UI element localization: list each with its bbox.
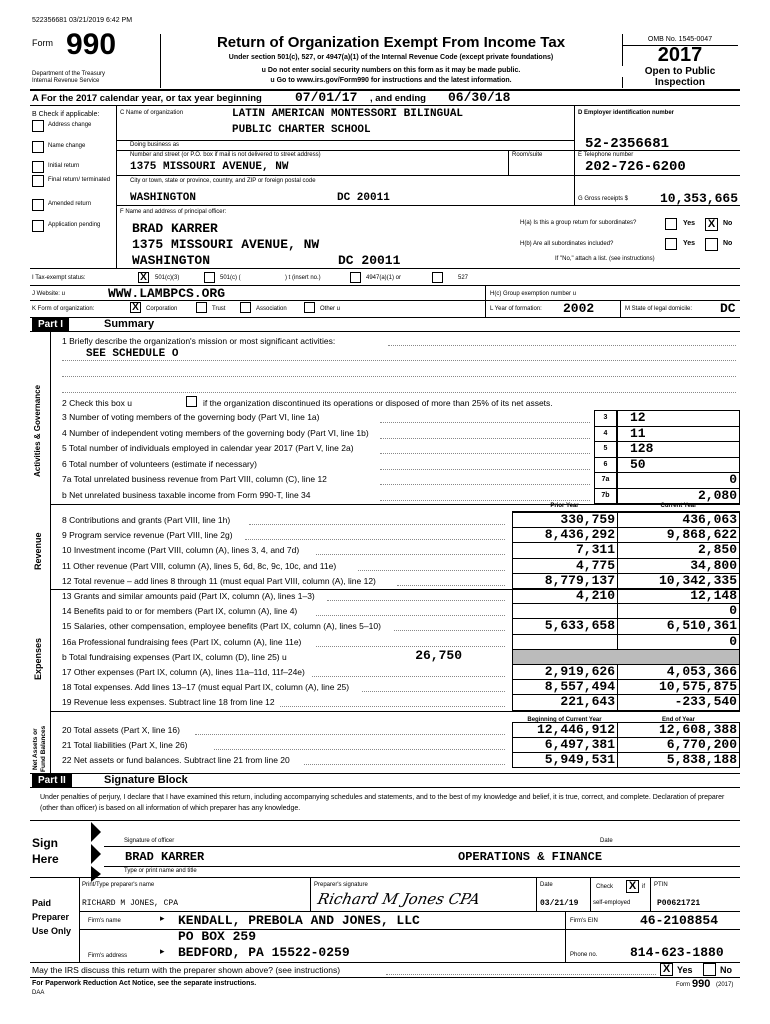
corporation-label: Corporation	[146, 306, 178, 312]
prior-year-value: 221,643	[560, 694, 615, 710]
year-formation: 2002	[563, 301, 595, 316]
side-fund-balances: Fund Balances	[40, 725, 47, 772]
officer-title: OPERATIONS & FINANCE	[458, 850, 603, 864]
current-year-value: 10,342,335	[658, 572, 737, 588]
section-b-item-3: Final return/ terminated	[48, 177, 111, 183]
leader-dots	[312, 676, 505, 677]
org-name-label: C Name of organization	[120, 110, 184, 116]
trust-checkbox[interactable]	[196, 302, 207, 313]
gov-line-label: 7a Total unrelated business revenue from Part VIII, column (C), line 12	[62, 474, 327, 484]
part2-tag: Part II	[32, 774, 72, 787]
year-formation-label: L Year of formation:	[490, 306, 542, 312]
501c-label: 501(c) (	[220, 275, 241, 281]
part1-title: Summary	[104, 318, 155, 330]
section-b-item-1: Name change	[48, 143, 86, 149]
irs-service: Internal Revenue Service	[32, 78, 100, 84]
prior-year-value: 4,210	[575, 588, 615, 603]
gov-line-number: 4	[603, 429, 608, 437]
street-label: Number and street (or P.O. box if mail is not delivered to street address)	[130, 152, 321, 158]
summary-line-label: 15 Salaries, other compensation, employee benefits (Part IX, column (A), lines 5–10)	[62, 621, 381, 632]
4947-label: 4947(a)(1) or	[366, 275, 402, 281]
leader-dots	[316, 615, 506, 616]
form-number: 990	[66, 28, 117, 61]
gov-line-value: 11	[630, 425, 646, 441]
preparer-name: RICHARD M JONES, CPA	[82, 899, 179, 908]
footer-form-word: Form	[676, 982, 690, 988]
prior-year-value: 5,949,531	[544, 752, 615, 767]
hb-yes-checkbox[interactable]	[665, 238, 677, 250]
phone-value: 202-726-6200	[585, 159, 686, 175]
officer-print-name: BRAD KARRER	[125, 850, 205, 864]
leader-dots	[316, 646, 506, 647]
ending-label: , and ending	[370, 93, 426, 104]
irs-link-note: u Go to www.irs.gov/Form990 for instructions and the latest information.	[270, 77, 512, 84]
state-domicile: DC	[720, 301, 736, 316]
other-checkbox[interactable]	[304, 302, 315, 313]
firm-address-arrow: ▸	[160, 946, 165, 956]
if-label: if	[642, 884, 645, 890]
inspection: Inspection	[654, 77, 705, 88]
current-year-value: 10,575,875	[658, 679, 737, 695]
current-year-value: 5,838,188	[666, 752, 737, 767]
leader-dots	[214, 749, 505, 750]
gov-line-number: 7b	[601, 491, 610, 499]
leader-dots	[195, 734, 505, 735]
hb-no-checkbox[interactable]	[705, 238, 718, 251]
leader-dots	[380, 469, 590, 470]
other-label: Other u	[320, 306, 341, 312]
daa-label: DAA	[32, 990, 45, 996]
type-name-title-label: Type or print name and title	[124, 868, 197, 874]
summary-line-label: 21 Total liabilities (Part X, line 26)	[62, 739, 188, 750]
prior-year-value: 5,633,658	[544, 618, 615, 634]
line2-label: 2 Check this box u	[62, 398, 132, 408]
ha-yes-checkbox[interactable]	[665, 218, 677, 230]
leader-dots	[358, 570, 505, 571]
discuss-question: May the IRS discuss this return with the preparer shown above? (see instructions)	[32, 965, 341, 975]
summary-line-label: 9 Program service revenue (Part VIII, line 2g)	[62, 530, 233, 541]
here-label: Here	[32, 852, 59, 866]
timestamp: 522356681 03/21/2019 6:42 PM	[32, 17, 133, 24]
section-b-checkbox-5[interactable]	[32, 220, 44, 232]
ptin-label: PTIN	[654, 882, 668, 888]
leader-dots	[316, 554, 506, 555]
hb-no-label: No	[723, 240, 733, 247]
prior-year-value: 330,759	[560, 512, 615, 527]
line2-checkbox[interactable]	[186, 396, 197, 407]
prior-year-value: 4,775	[575, 557, 615, 573]
firm-name: KENDALL, PREBOLA AND JONES, LLC	[178, 913, 420, 928]
leader-dots	[394, 630, 506, 631]
gov-line-number: 5	[603, 445, 608, 452]
prior-year-value: 7,311	[575, 542, 615, 558]
officer-state-zip: DC 20011	[338, 253, 401, 268]
city-label: City or town, state or province, country, and ZIP or foreign postal code	[130, 178, 316, 184]
firm-ein-label: Firm's EIN	[570, 918, 598, 924]
gov-line-value: 50	[630, 456, 646, 472]
section-b-checkbox-4[interactable]	[32, 199, 44, 211]
section-b-checkbox-0[interactable]	[32, 120, 44, 132]
gross-receipts: 10,353,665	[660, 191, 739, 206]
phone-no-label: Phone no.	[570, 952, 598, 958]
sign-date-label: Date	[600, 838, 613, 844]
gov-line-label: b Net unrelated business taxable income from Form 990-T, line 34	[62, 489, 311, 500]
summary-line-label: 19 Revenue less expenses. Subtract line 18 from line 12	[62, 697, 275, 708]
current-year-value: 4,053,366	[666, 664, 737, 679]
preparer-phone: 814-623-1880	[630, 945, 724, 960]
firm-address-label: Firm's address	[88, 953, 128, 959]
ha-no-checkbox[interactable]: X	[705, 218, 718, 231]
current-year-value: 0	[729, 603, 737, 619]
org-form-label: K Form of organization:	[32, 306, 95, 312]
summary-line-label: 14 Benefits paid to or for members (Part IX, column (A), line 4)	[62, 606, 298, 617]
current-year-value: 0	[729, 633, 737, 649]
summary-line-label: 20 Total assets (Part X, line 16)	[62, 724, 180, 735]
ha-label: H(a) Is this a group return for subordinates?	[520, 220, 637, 226]
gov-line-number: 6	[603, 460, 608, 468]
summary-line-label: 16a Professional fundraising fees (Part IX, column (A), line 11e)	[62, 636, 302, 647]
prior-year-value: 2,919,626	[544, 664, 615, 679]
officer-label: F Name and address of principal officer:	[120, 209, 227, 215]
association-label: Association	[256, 306, 287, 312]
leader-dots	[249, 524, 505, 525]
use-only-label: Use Only	[32, 926, 72, 936]
dept-treasury: Department of the Treasury	[32, 71, 106, 77]
sign-label: Sign	[32, 836, 58, 850]
state-domicile-label: M State of legal domicile:	[625, 306, 693, 312]
org-city: WASHINGTON	[130, 192, 197, 204]
firm-ein: 46-2108854	[640, 913, 719, 928]
section-b-item-0: Address change	[48, 122, 92, 128]
preparer-date: 03/21/19	[540, 899, 579, 908]
officer-street: 1375 MISSOURI AVENUE, NW	[132, 237, 320, 252]
ha-yes-label: Yes	[683, 220, 696, 227]
tax-year: 2017	[657, 44, 703, 66]
website-value[interactable]: WWW.LAMBPCS.ORG	[108, 286, 226, 301]
summary-line-label: 13 Grants and similar amounts paid (Part IX, column (A), lines 1–3)	[62, 591, 315, 601]
association-checkbox[interactable]	[240, 302, 251, 313]
part1-tag: Part I	[32, 318, 69, 331]
leader-dots	[362, 691, 505, 692]
ein-label: D Employer identification number	[578, 110, 675, 116]
current-year-value: 436,063	[682, 512, 737, 527]
gov-line-number: 7a	[601, 476, 610, 483]
line16b-value: 26,750	[415, 647, 462, 663]
line16b-label: b Total fundraising expenses (Part IX, column (D), line 25) u	[62, 651, 287, 662]
discuss-no-checkbox[interactable]	[703, 963, 716, 976]
officer-city: WASHINGTON	[132, 253, 211, 268]
section-b-item-5: Application pending	[48, 222, 101, 228]
self-employed-label: self-employed	[593, 900, 631, 906]
footer-form-number: 990	[692, 978, 711, 990]
trust-label: Trust	[212, 306, 226, 312]
leader-dots	[380, 484, 590, 485]
summary-line-label: 12 Total revenue – add lines 8 through 11 (must equal Part VIII, column (A), line 12)	[62, 575, 376, 586]
leader-dots	[280, 706, 505, 707]
dba-label: Doing business as	[130, 142, 180, 148]
officer-signature-label: Signature of officer	[124, 838, 175, 844]
prior-year-value: 8,557,494	[544, 679, 615, 695]
prior-year-value: 12,446,912	[536, 721, 615, 737]
leader-dots	[327, 600, 505, 601]
527-label: 527	[458, 275, 469, 281]
section-b-label: B Check if applicable:	[32, 111, 100, 118]
col-begin-year: Beginning of Current Year	[527, 717, 602, 723]
current-year-value: 6,510,361	[666, 618, 737, 634]
discuss-yes-label: Yes	[677, 965, 693, 975]
discuss-yes-checkbox[interactable]: X	[660, 963, 673, 976]
sign-here-arrows	[88, 822, 104, 882]
501c3-checkbox[interactable]: X	[138, 272, 149, 283]
current-year-value: 34,800	[690, 557, 737, 573]
insert-no-label: ) t (insert no.)	[285, 275, 321, 281]
tax-exempt-label: I Tax-exempt status:	[32, 275, 86, 281]
current-year-value: 9,868,622	[666, 527, 737, 543]
leader-dots	[380, 438, 590, 439]
side-expenses: Expenses	[33, 637, 43, 680]
line-a-label: A For the 2017 calendar year, or tax year beginning	[32, 93, 262, 104]
gov-line-value: 2,080	[697, 487, 737, 503]
col-current-year: Current Year	[660, 503, 697, 509]
org-name-line2: PUBLIC CHARTER SCHOOL	[232, 124, 371, 136]
501c-checkbox[interactable]	[204, 272, 215, 283]
hb-label: H(b) Are all subordinates included?	[520, 241, 614, 247]
side-activities-governance: Activities & Governance	[33, 384, 42, 477]
section-b-item-4: Amended return	[48, 201, 92, 207]
form-word: Form	[32, 38, 53, 48]
current-year-value: 6,770,200	[666, 736, 737, 752]
preparer-ptin: P00621721	[657, 899, 701, 908]
footer-form-year: (2017)	[716, 982, 734, 988]
prior-year-value: 8,779,137	[544, 572, 615, 588]
paperwork-notice: For Paperwork Reduction Act Notice, see the separate instructions.	[32, 980, 257, 987]
leader-dots	[380, 500, 590, 501]
org-name-line1: LATIN AMERICAN MONTESSORI BILINGUAL	[232, 108, 464, 120]
gov-line-number: 3	[603, 414, 608, 421]
ein-value: 52-2356681	[585, 136, 670, 152]
4947-checkbox[interactable]	[350, 272, 361, 283]
current-year-value: -233,540	[674, 694, 737, 710]
preparer-signature-label: Preparer's signature	[314, 882, 368, 888]
room-suite-label: Room/suite	[512, 152, 543, 158]
firm-name-label: Firm's name	[88, 918, 121, 924]
check-label: Check	[596, 884, 614, 890]
gov-line-label: 3 Number of voting members of the governing body (Part VI, line 1a)	[62, 412, 320, 422]
side-net-assets: Net Assets or	[32, 728, 39, 770]
gov-line-label: 6 Total number of volunteers (estimate if necessary)	[62, 458, 257, 469]
preparer-date-label: Date	[540, 882, 553, 888]
prior-year-value: 6,497,381	[544, 736, 615, 752]
form-subtitle: Under section 501(c), 527, or 4947(a)(1) of the Internal Revenue Code (except private foundations)	[228, 54, 554, 61]
org-street: 1375 MISSOURI AVENUE, NW	[130, 161, 289, 173]
phone-label: E Telephone number	[578, 152, 634, 158]
paid-label: Paid	[32, 898, 52, 908]
self-employed-checkbox[interactable]: X	[626, 880, 639, 893]
section-b-checkbox-3[interactable]	[32, 175, 44, 187]
mission-text: SEE SCHEDULE O	[86, 348, 179, 360]
corporation-checkbox[interactable]: X	[130, 302, 141, 313]
prior-year-cell	[512, 634, 618, 650]
summary-line-label: 8 Contributions and grants (Part VIII, line 1h)	[62, 515, 231, 525]
leader-dots	[380, 422, 590, 423]
current-year-value: 12,148	[690, 588, 737, 603]
discuss-no-label: No	[720, 965, 732, 975]
hb-yes-label: Yes	[683, 240, 696, 247]
summary-line-label: 10 Investment income (Part VIII, column (A), lines 3, 4, and 7d)	[62, 545, 300, 556]
527-checkbox[interactable]	[432, 272, 443, 283]
gov-line-value: 128	[630, 441, 654, 456]
form-title: Return of Organization Exempt From Income Tax	[216, 34, 566, 51]
open-public: Open to Public	[622, 66, 738, 77]
summary-line-label: 11 Other revenue (Part VIII, column (A), lines 5, 6d, 8c, 9c, 10c, and 11e)	[62, 560, 337, 571]
gov-line-label: 5 Total number of individuals employed in calendar year 2017 (Part V, line 2a)	[62, 443, 354, 453]
prior-year-value: 8,436,292	[544, 527, 615, 543]
line1-label: 1 Briefly describe the organization's mission or most significant activities:	[62, 336, 336, 346]
line2-text: if the organization discontinued its operations or disposed of more than 25% of its net assets.	[203, 398, 553, 408]
website-label: J Website: u	[32, 291, 65, 297]
leader-dots	[245, 539, 505, 540]
summary-line-label: 22 Net assets or fund balances. Subtract line 21 from line 20	[62, 755, 290, 765]
ha-no-label: No	[723, 220, 733, 227]
org-state-zip: DC 20011	[337, 192, 390, 204]
part2-title: Signature Block	[104, 774, 188, 786]
side-revenue: Revenue	[33, 532, 43, 570]
firm-address-2: BEDFORD, PA 15522-0259	[178, 945, 350, 960]
gross-receipts-label: G Gross receipts $	[578, 196, 629, 202]
perjury-statement: Under penalties of perjury, I declare that I have examined this return, including accompanying schedules and statements, and to the best of my knowledge and belief, it is true, correct, and complete. Declaration of preparer (other than officer) is based on all information of which preparer has any knowledge.	[40, 794, 725, 812]
col-end-year: End of Year	[662, 717, 695, 723]
current-year-value: 2,850	[697, 542, 737, 558]
gov-line-label: 4 Number of independent voting members of the governing body (Part VI, line 1b)	[62, 427, 369, 438]
section-b-item-2: Initial return	[48, 163, 80, 169]
prior-year-cell	[512, 603, 618, 619]
officer-name: BRAD KARRER	[132, 221, 218, 236]
shaded-cell	[512, 649, 740, 665]
hb-note: If "No," attach a list. (see instructions)	[555, 256, 655, 262]
leader-dots	[380, 453, 590, 454]
gov-line-value: 0	[729, 472, 737, 487]
tax-year-begin: 07/01/17	[295, 90, 358, 105]
section-b-checkbox-2[interactable]	[32, 161, 44, 173]
col-prior-year: Prior Year	[550, 503, 579, 509]
gov-line-value: 12	[630, 410, 646, 425]
ssn-note: u Do not enter social security numbers on this form as it may be made public.	[261, 67, 521, 74]
current-year-value: 12,608,388	[658, 721, 737, 737]
omb-number: OMB No. 1545-0047	[647, 36, 713, 43]
group-exemption-label: H(c) Group exemption number u	[490, 291, 577, 297]
leader-dots	[304, 764, 505, 765]
tax-year-end: 06/30/18	[448, 90, 511, 105]
preparer-name-label: Print/Type preparer's name	[82, 882, 155, 888]
preparer-label: Preparer	[32, 912, 70, 922]
firm-address-1: PO BOX 259	[178, 929, 257, 944]
preparer-signature: Richard M Jones CPA	[316, 890, 482, 908]
firm-arrow: ▸	[160, 913, 165, 923]
501c3-label: 501(c)(3)	[155, 275, 180, 281]
summary-line-label: 17 Other expenses (Part IX, column (A), lines 11a–11d, 11f–24e)	[62, 667, 305, 677]
section-b-checkbox-1[interactable]	[32, 141, 44, 153]
summary-line-label: 18 Total expenses. Add lines 13–17 (must equal Part IX, column (A), line 25)	[62, 682, 350, 693]
leader-dots	[397, 585, 505, 586]
